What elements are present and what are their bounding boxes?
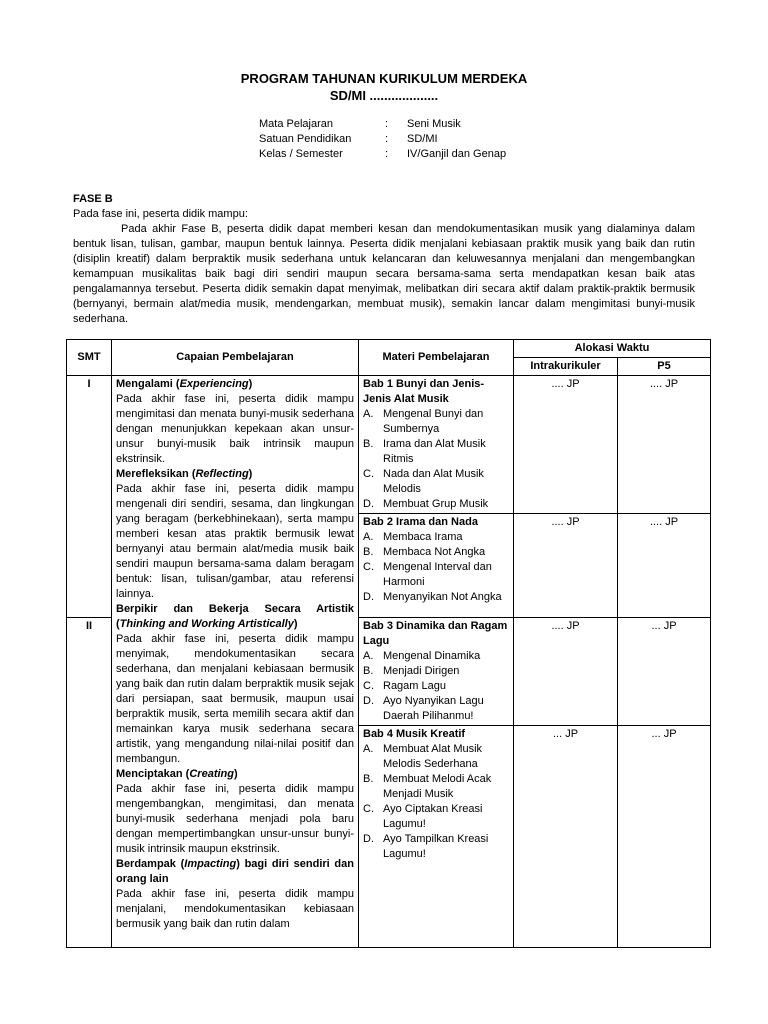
intrakurikuler-jp: .... JP xyxy=(514,376,618,514)
materi-cell xyxy=(359,376,514,514)
p5-jp: .... JP xyxy=(618,514,711,618)
p5-jp: ... JP xyxy=(618,618,711,726)
list-item: D. Ayo Tampilkan Kreasi Lagumu! xyxy=(363,833,489,860)
capaian-text: Pada akhir fase ini, peserta didik mampu menjalani, mendokumentasikan kebiasaan bermusik yang baik dan rutin dalam xyxy=(116,888,354,930)
smt-cell: II xyxy=(67,618,112,948)
list-item: A. Membuat Alat Musik Melodis Sederhana xyxy=(363,743,483,770)
materi-list xyxy=(363,649,509,724)
materi-cell xyxy=(359,618,514,726)
meta-sep: : xyxy=(385,118,389,130)
capaian-text: Pada akhir fase ini, peserta didik mampu mengembangkan, mengimitasi, dan menata bunyi-musik sederhana menjadi pola baru dengan mempertimbangkan unsur-unsur bunyi-musik intrinsik maupun ekstrinsik. xyxy=(116,783,354,855)
bab-title: Bab 1 Bunyi dan Jenis-Jenis Alat Musik xyxy=(363,378,485,405)
list-item: B. Membaca Not Angka xyxy=(363,546,486,558)
header-materi: Materi Pembelajaran xyxy=(359,340,514,376)
meta-key: Satuan Pendidikan xyxy=(259,133,352,145)
materi-cell xyxy=(359,514,514,618)
list-item: D. Menyanyikan Not Angka xyxy=(363,591,502,603)
intrakurikuler-jp: .... JP xyxy=(514,618,618,726)
capaian-text: Pada akhir fase ini, peserta didik mampu mengimitasi dan menata bunyi-musik sederhana dengan menunjukkan kepekaan akan unsur-unsur bunyi-musik baik intrinsik maupun ekstrinsik. xyxy=(116,393,354,465)
meta-value: IV/Ganjil dan Genap xyxy=(407,148,507,160)
meta-value: Seni Musik xyxy=(407,118,461,130)
bab-title: Bab 2 Irama dan Nada xyxy=(363,516,478,528)
table-row xyxy=(67,376,711,514)
intrakurikuler-jp: .... JP xyxy=(514,514,618,618)
list-item: C. Ragam Lagu xyxy=(363,680,446,692)
list-item: B. Irama dan Alat Musik Ritmis xyxy=(363,438,486,465)
meta-key: Mata Pelajaran xyxy=(259,118,333,130)
program-table xyxy=(66,339,711,948)
list-item: D. Ayo Nyanyikan Lagu Daerah Pilihanmu! xyxy=(363,695,484,722)
list-item: B. Membuat Melodi Acak Menjadi Musik xyxy=(363,773,492,800)
capaian-heading: Merefleksikan (Reflecting) xyxy=(116,468,253,480)
capaian-heading: Mengalami (Experiencing) xyxy=(116,378,253,390)
meta-key: Kelas / Semester xyxy=(259,148,343,160)
list-item: C. Nada dan Alat Musik Melodis xyxy=(363,468,484,495)
fase-section xyxy=(73,192,695,327)
materi-list xyxy=(363,407,509,512)
meta-value: SD/MI xyxy=(407,133,438,145)
materi-list xyxy=(363,742,509,862)
fase-paragraph: Pada akhir Fase B, peserta didik dapat memberi kesan dan mendokumentasikan musik yang dialaminya dalam bentuk lisan, tulisan, gambar, maupun bentuk lainnya. Peserta didik menjalani kebiasaan praktik musik yang baik dan rutin (disiplin kreatif) dalam berpraktik musik sederhana untuk kelancaran dan keluwesannya menjalani dan mengembangkan kemampuan musikalitas baik bagi diri sendiri maupun secara bersama-sama serta mendapatkan kesan baik atas pengalamannya tersebut. Peserta didik semakin dapat menyimak, melibatkan diri secara aktif dalam praktik-praktik bermusik (bernyanyi, bermain alat/media musik, mendengarkan, membuat musik), semakin lancar dalam mengimitasi bunyi-musik sederhana. xyxy=(73,223,695,325)
document-subtitle: SD/MI ................... xyxy=(329,88,439,103)
meta-row-subject xyxy=(259,117,506,132)
header-intrakurikuler: Intrakurikuler xyxy=(514,358,618,376)
meta-block xyxy=(259,117,506,162)
header-smt: SMT xyxy=(67,340,112,376)
list-item: C. Mengenal Interval dan Harmoni xyxy=(363,561,492,588)
fase-intro: Pada fase ini, peserta didik mampu: xyxy=(73,208,248,220)
p5-jp: .... JP xyxy=(618,376,711,514)
meta-row-class xyxy=(259,147,506,162)
list-item: A. Mengenal Dinamika xyxy=(363,650,481,662)
capaian-text: Pada akhir fase ini, peserta didik mampu mengenali diri sendiri, sesama, dan lingkungan yang beragam (berkebhinekaan), serta mampu memberi kesan atas praktik bermusik lewat bernyanyi atau bermain alat/media musik baik sendiri maupun bersama-sama dalam beragam bentuk: lisan, tulisan/gambar, atau referensi lainnya. xyxy=(116,483,354,600)
bab-title: Bab 3 Dinamika dan Ragam Lagu xyxy=(363,620,508,647)
bab-title: Bab 4 Musik Kreatif xyxy=(363,728,466,740)
capaian-cell xyxy=(112,376,359,948)
list-item: B. Menjadi Dirigen xyxy=(363,665,460,677)
list-item: D. Membuat Grup Musik xyxy=(363,498,489,510)
list-item: C. Ayo Ciptakan Kreasi Lagumu! xyxy=(363,803,483,830)
document-title: PROGRAM TAHUNAN KURIKULUM MERDEKA xyxy=(240,71,528,86)
header-alokasi: Alokasi Waktu xyxy=(514,340,711,358)
list-item: A. Membaca Irama xyxy=(363,531,463,543)
header-p5: P5 xyxy=(618,358,711,376)
table-header-row xyxy=(67,340,711,358)
header-capaian: Capaian Pembelajaran xyxy=(112,340,359,376)
smt-cell: I xyxy=(67,376,112,618)
list-item: A. Mengenal Bunyi dan Sumbernya xyxy=(363,408,484,435)
meta-sep: : xyxy=(385,148,389,160)
materi-cell xyxy=(359,726,514,948)
fase-heading: FASE B xyxy=(73,193,113,205)
intrakurikuler-jp: ... JP xyxy=(514,726,618,948)
capaian-heading: Menciptakan (Creating) xyxy=(116,768,238,780)
capaian-heading: Berpikir dan Bekerja Secara Artistik (Thinking and Working Artistically) xyxy=(116,603,354,630)
meta-row-unit xyxy=(259,132,506,147)
capaian-heading: Berdampak (Impacting) bagi diri sendiri dan orang lain xyxy=(116,858,354,885)
capaian-text: Pada akhir fase ini, peserta didik mampu menyimak, mendokumentasikan secara sederhana, dan menjalani kebiasaan bermusik yang baik dan rutin dalam berpraktik musik sejak dari persiapan, saat bermusik, maupun usai berpraktik musik, serta memilih secara aktif dan memainkan karya musik sederhana secara artistik, yang mengandung nilai-nilai positif dan membangun. xyxy=(116,633,354,765)
materi-list xyxy=(363,530,509,605)
p5-jp: ... JP xyxy=(618,726,711,948)
meta-sep: : xyxy=(385,133,389,145)
